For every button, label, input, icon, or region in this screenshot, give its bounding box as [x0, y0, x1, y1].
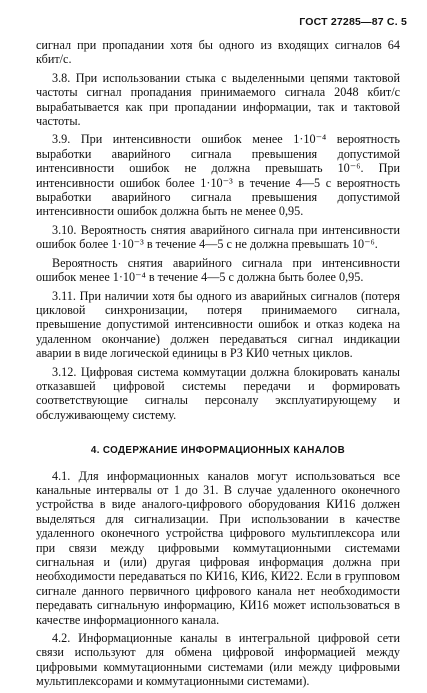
document-body: [36, 38, 400, 693]
paragraph-3-10-b: Вероятность снятия аварийного сигнала при интенсивности ошибок менее 1·10⁻⁴ в течение 4—5 с должна быть более 0,95.: [36, 255, 400, 285]
paragraph-continuation: сигнал при пропадании хотя бы одного из входящих сигналов 64 кбит/с.: [36, 38, 400, 67]
paragraph-3-12: 3.12. Цифровая система коммутации должна блокировать каналы отказавшей цифровой системы передачи и формировать соответствующие сигналы персоналу эксплуатирующему и обслуживающему систему.: [36, 364, 400, 422]
section-title: 4. СОДЕРЖАНИЕ ИНФОРМАЦИОННЫХ КАНАЛОВ: [90, 445, 346, 457]
paragraph-4-2: 4.2. Информационные каналы в интегральной цифровой сети связи используют для обмена цифровой информацией между цифровыми коммутационными системами (или между цифровыми мультиплексорами и коммутационными системами).: [36, 631, 400, 689]
paragraph-4-1: 4.1. Для информационных каналов могут использоваться все канальные интервалы от 1 до 31. В случае удаленного оконечного устройства в виде аналого-цифрового оборудования КИ16 должен выделяться для сигнализации. При использовании в качестве удаленного оконечного устройства цифрового мультиплексора или при связи между цифровыми коммутационными системами сигнальная и (или) другая цифровая информация должна при необходимости передаваться по КИ16, КИ6, КИ22. Если в групповом сигнале данного первичного цифрового канала нет необходимости передавать сигнальную информацию, КИ16 может использоваться в качестве информационного канала.: [36, 468, 400, 627]
paragraph-3-11: 3.11. При наличии хотя бы одного из аварийных сигналов (потеря цикловой синхронизации, потеря принимаемого сигнала, превышение допустимой интенсивности ошибок и отказ кодека на удаленном окончание) должен передаваться сигнал индикации аварии в виде логической единицы в РЗ КИ0 четных циклов.: [36, 288, 400, 361]
paragraph-3-8: 3.8. При использовании стыка с выделенными цепями тактовой частоты сигнал пропадания принимаемого сигнала 2048 кбит/с вырабатывается как при пропадании информации, так и тактовой частоты.: [36, 70, 400, 129]
paragraph-3-10: 3.10. Вероятность снятия аварийного сигнала при интенсивности ошибок более 1·10⁻³ в течение 4—5 с не должна превышать 10⁻⁶.: [36, 222, 400, 252]
paragraph-3-9: 3.9. При интенсивности ошибок менее 1·10⁻⁴ вероятность выработки аварийного сигнала превышения допустимой интенсивности ошибок не должна превышать 10⁻⁶. При интенсивности ошибок более 1·10⁻³ в течение 4—5 с вероятность выработки аварийного сигнала превышения допустимой интенсивности ошибок должна быть не менее 0,95.: [36, 132, 400, 219]
page-header: ГОСТ 27285—87 С. 5: [299, 16, 407, 28]
